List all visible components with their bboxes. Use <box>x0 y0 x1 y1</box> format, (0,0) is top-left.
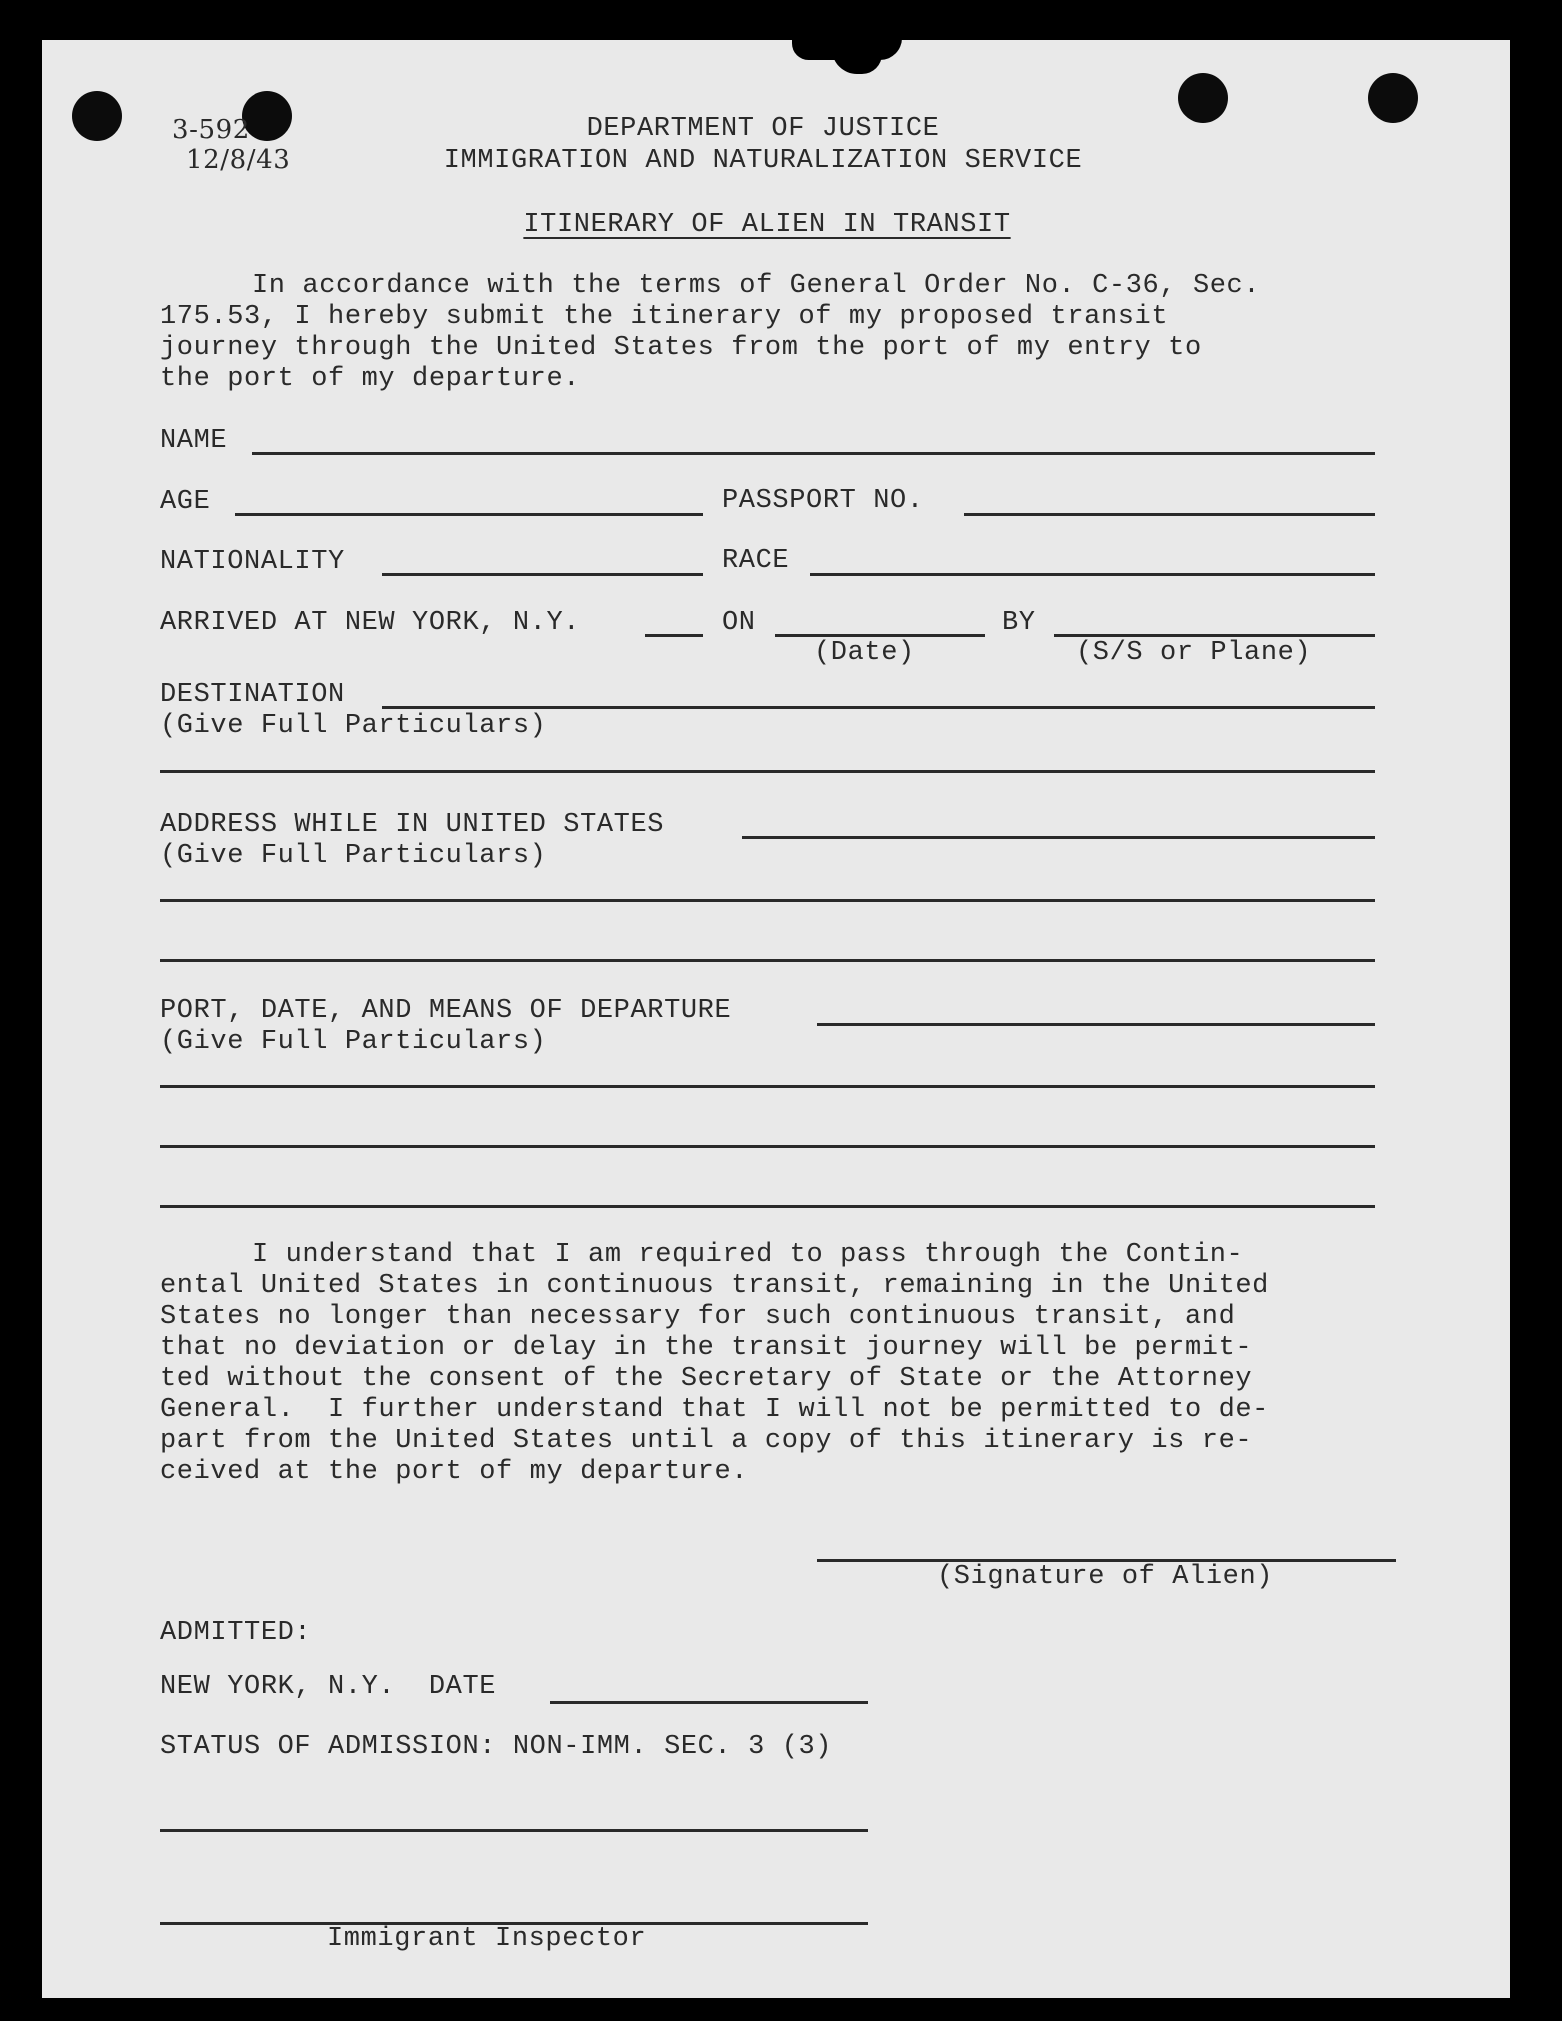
department-heading: DEPARTMENT OF JUSTICE <box>586 114 940 144</box>
vessel-line[interactable] <box>1054 634 1375 637</box>
statement-line: General. I further understand that I will not be permitted to de- <box>160 1395 1269 1425</box>
punch-hole <box>1178 73 1228 123</box>
race-label: RACE <box>722 546 790 576</box>
departure-label: PORT, DATE, AND MEANS OF DEPARTURE <box>160 996 732 1026</box>
age-label: AGE <box>160 487 211 517</box>
passport-line[interactable] <box>964 513 1375 516</box>
name-label: NAME <box>160 426 228 456</box>
statement-line: ted without the consent of the Secretary of State or the Attorney <box>160 1364 1253 1394</box>
age-line[interactable] <box>235 513 703 516</box>
date-hint: (Date) <box>814 638 915 668</box>
punch-hole <box>1368 73 1418 123</box>
destination-line-2[interactable] <box>160 770 1375 773</box>
vessel-hint: (S/S or Plane) <box>1076 638 1312 668</box>
form-page <box>42 40 1510 1998</box>
intro-line: journey through the United States from the port of my entry to <box>160 333 1202 363</box>
arrived-line[interactable] <box>645 634 703 637</box>
admission-date-line[interactable] <box>550 1701 868 1704</box>
nationality-label: NATIONALITY <box>160 547 345 577</box>
service-heading: IMMIGRATION AND NATURALIZATION SERVICE <box>443 146 1083 176</box>
address-line-2[interactable] <box>160 899 1375 902</box>
torn-edge <box>832 40 882 74</box>
status-label: STATUS OF ADMISSION: NON-IMM. SEC. 3 (3) <box>160 1732 833 1762</box>
address-hint: (Give Full Particulars) <box>160 841 547 871</box>
by-label: BY <box>1002 608 1036 638</box>
name-line[interactable] <box>252 452 1375 455</box>
departure-hint: (Give Full Particulars) <box>160 1027 547 1057</box>
race-line[interactable] <box>810 573 1375 576</box>
address-line-3[interactable] <box>160 959 1375 962</box>
address-line[interactable] <box>742 836 1375 839</box>
destination-line[interactable] <box>382 706 1375 709</box>
departure-line-2[interactable] <box>160 1085 1375 1088</box>
status-line[interactable] <box>160 1829 868 1832</box>
arrived-label: ARRIVED AT NEW YORK, N.Y. <box>160 608 581 638</box>
statement-line: part from the United States until a copy of this itinerary is re- <box>160 1426 1253 1456</box>
intro-line: the port of my departure. <box>160 364 581 394</box>
form-title: ITINERARY OF ALIEN IN TRANSIT <box>523 210 1011 240</box>
statement-line: ceived at the port of my departure. <box>160 1457 749 1487</box>
punch-hole <box>72 91 122 141</box>
admitted-label: ADMITTED: <box>160 1618 312 1648</box>
statement-line: that no deviation or delay in the transit journey will be permit- <box>160 1333 1253 1363</box>
departure-line-3[interactable] <box>160 1145 1375 1148</box>
inspector-label: Immigrant Inspector <box>327 1924 647 1954</box>
destination-hint: (Give Full Particulars) <box>160 711 547 741</box>
passport-label: PASSPORT NO. <box>722 486 924 516</box>
intro-line: 175.53, I hereby submit the itinerary of my proposed transit <box>160 302 1169 332</box>
statement-line: ental United States in continuous transit, remaining in the United <box>160 1271 1269 1301</box>
signature-label: (Signature of Alien) <box>937 1562 1274 1592</box>
form-date: 12/8/43 <box>186 145 291 175</box>
address-label: ADDRESS WHILE IN UNITED STATES <box>160 810 665 840</box>
statement-line: I understand that I am required to pass through the Contin- <box>252 1240 1244 1270</box>
statement-line: States no longer than necessary for such continuous transit, and <box>160 1302 1236 1332</box>
on-label: ON <box>722 608 756 638</box>
place-date-label: NEW YORK, N.Y. DATE <box>160 1672 497 1702</box>
form-number: 3-592 <box>172 115 250 145</box>
nationality-line[interactable] <box>382 573 703 576</box>
departure-line[interactable] <box>817 1023 1375 1026</box>
destination-label: DESTINATION <box>160 680 345 710</box>
departure-line-4[interactable] <box>160 1205 1375 1208</box>
intro-line: In accordance with the terms of General Order No. C-36, Sec. <box>252 271 1261 301</box>
arrival-date-line[interactable] <box>775 634 985 637</box>
